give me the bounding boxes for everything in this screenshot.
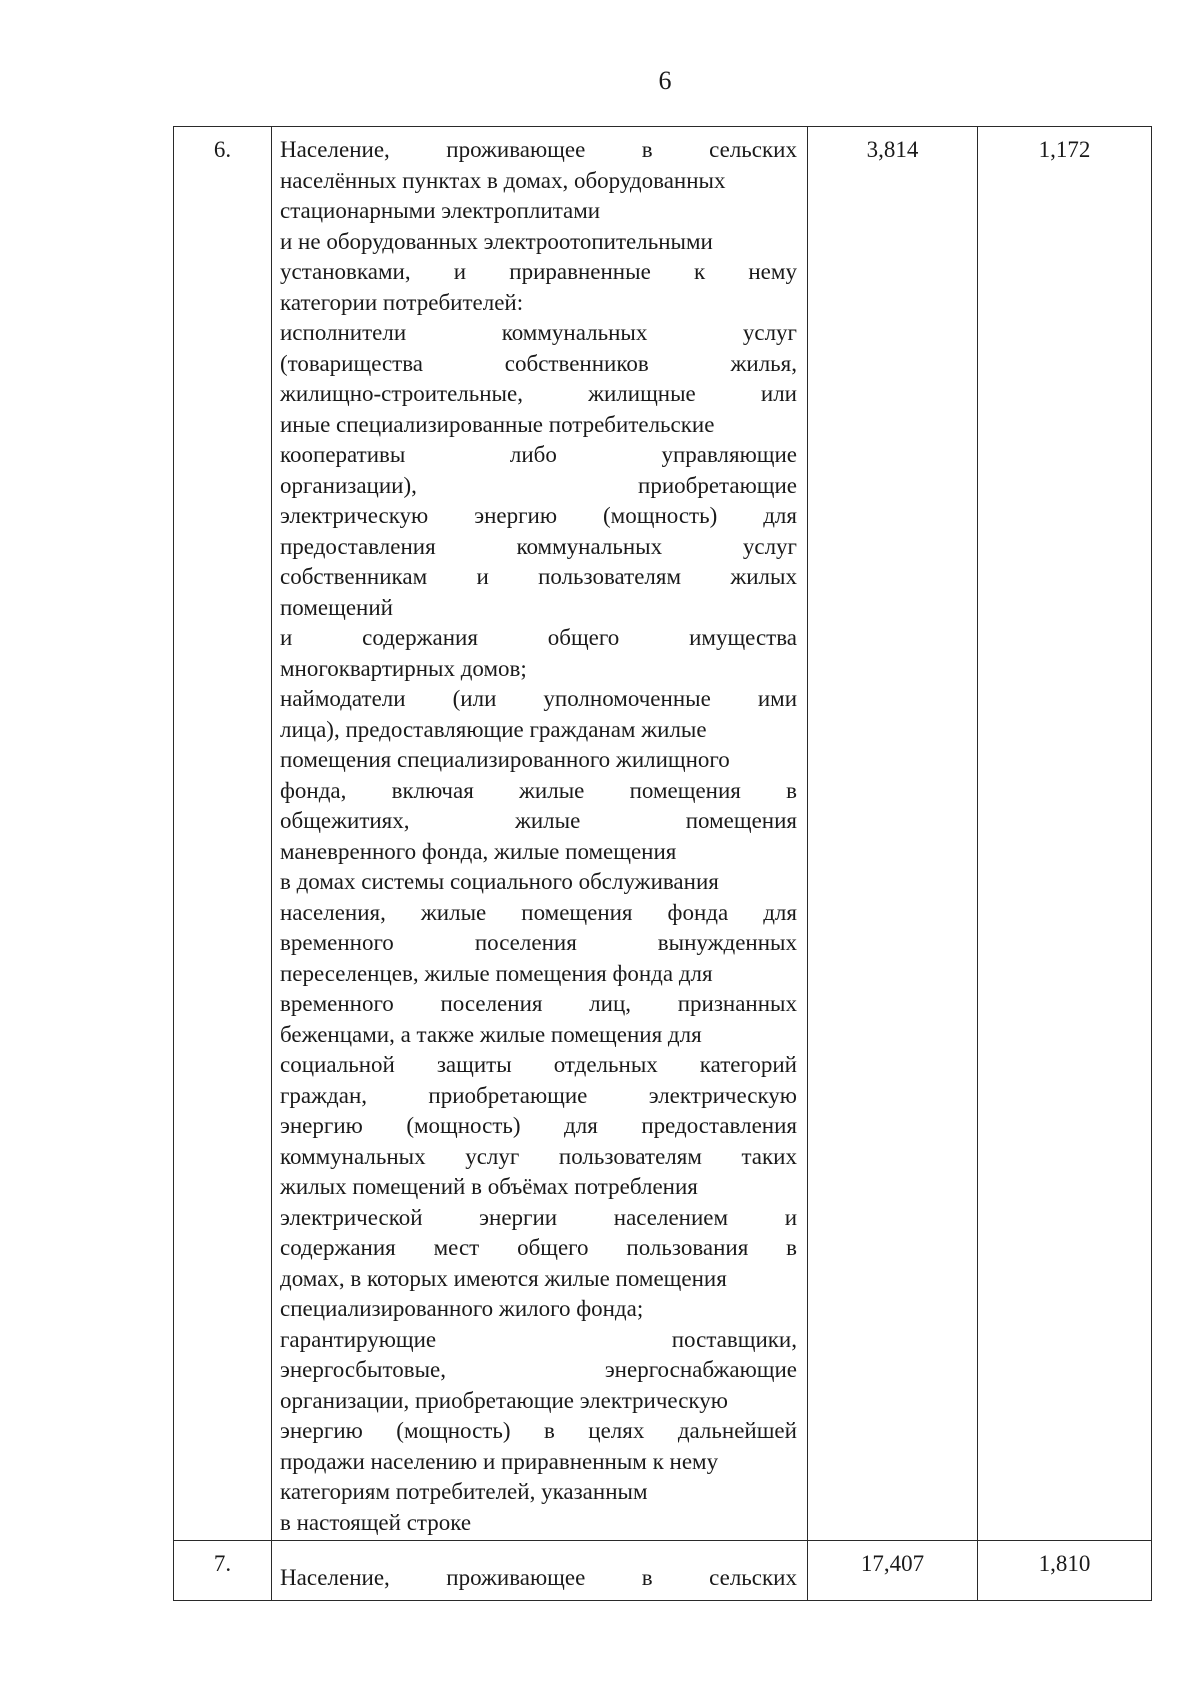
text-line — [280, 471, 797, 502]
word: энергию — [280, 1113, 363, 1138]
word: или — [760, 381, 797, 406]
word: мест — [433, 1235, 480, 1260]
word: поселения — [474, 930, 577, 955]
text-line: домах, в которых имеются жилые помещения — [280, 1265, 727, 1291]
word: установками, — [280, 259, 411, 284]
word: организации), — [280, 472, 417, 498]
word: для — [763, 503, 797, 528]
word: услуг — [742, 533, 797, 559]
text-line — [280, 928, 797, 959]
text-line: стационарными электроплитами — [280, 198, 601, 223]
word: вынужденных — [657, 930, 797, 955]
tariff-table — [173, 126, 1152, 1601]
word: (товарищества — [280, 350, 423, 376]
word: фонда — [667, 899, 729, 925]
text-line — [280, 1416, 797, 1447]
word: услуг — [465, 1143, 520, 1169]
text-line: лица), предоставляющие гражданам жилые — [280, 716, 707, 742]
text-line — [280, 1050, 797, 1081]
word: наймодатели — [280, 686, 406, 711]
text-line — [280, 806, 797, 837]
word: помещения — [521, 899, 633, 925]
word: общего — [517, 1235, 589, 1260]
text-line: категориям потребителей, указанным — [280, 1479, 648, 1504]
word: собственников — [504, 350, 649, 376]
text-line: населённых пунктах в домах, оборудованных — [280, 167, 726, 193]
word: дальнейшей — [677, 1418, 797, 1443]
word: поселения — [440, 991, 543, 1016]
word: (мощность) — [603, 503, 718, 528]
word: приобретающие — [428, 1082, 588, 1108]
word: пользователям — [558, 1143, 702, 1169]
text-line — [280, 135, 797, 166]
text-line: беженцами, а также жилые помещения для — [280, 1021, 702, 1047]
row-number: 7. — [174, 1541, 272, 1601]
word: содержания — [280, 1235, 396, 1260]
consumer-category-description — [272, 1541, 808, 1601]
text-line — [280, 349, 797, 380]
word: жилые — [514, 808, 581, 833]
text-line — [280, 257, 797, 288]
word: энергию — [474, 503, 558, 528]
text-line: иные специализированные потребительские — [280, 411, 715, 437]
word: населением — [613, 1204, 729, 1230]
word: в — [786, 1235, 797, 1260]
word: предоставления — [280, 533, 436, 559]
word: помещения — [685, 808, 797, 833]
value-cell-1: 3,814 — [808, 127, 978, 1541]
word: категорий — [699, 1052, 797, 1077]
text-line: жилых помещений в объёмах потребления — [280, 1174, 698, 1199]
row-number: 6. — [174, 127, 272, 1541]
text-line: переселенцев, жилые помещения фонда для — [280, 960, 713, 986]
consumer-category-description — [272, 127, 808, 1541]
word: и — [280, 625, 293, 650]
word: нему — [748, 259, 797, 284]
text-line — [280, 776, 797, 807]
word: временного — [280, 991, 394, 1016]
text-line: в настоящей строке — [280, 1509, 472, 1535]
text-line — [280, 1081, 797, 1112]
text-line — [280, 501, 797, 532]
word: сельских — [709, 137, 797, 162]
word: кооперативы — [280, 442, 406, 467]
word: электрическую — [280, 503, 429, 528]
word: проживающее — [446, 1565, 586, 1590]
text-line — [280, 989, 797, 1020]
word: имущества — [689, 625, 797, 650]
text-line: специализированного жилого фонда; — [280, 1296, 644, 1321]
word: проживающее — [446, 137, 586, 162]
word: жилищные — [588, 381, 696, 406]
text-line: категории потребителей: — [280, 289, 524, 315]
word: социальной — [280, 1052, 395, 1077]
word: уполномоченные — [543, 686, 711, 711]
text-line: помещений — [280, 594, 393, 620]
word: фонда, — [280, 777, 347, 803]
text-line — [280, 898, 797, 929]
word: управляющие — [661, 442, 797, 467]
word: коммунальных — [501, 320, 648, 345]
word: исполнители — [280, 320, 407, 345]
word: признанных — [677, 991, 797, 1016]
text-line — [280, 379, 797, 410]
text-line: организации, приобретающие электрическую — [280, 1387, 728, 1413]
word: жилые — [420, 899, 487, 925]
page-number: 6 — [658, 66, 672, 95]
word: жилищно-строительные, — [280, 381, 523, 406]
word: энергии — [479, 1204, 558, 1230]
word: к — [693, 259, 706, 284]
word: электрическую — [648, 1082, 797, 1108]
value-cell-2: 1,172 — [978, 127, 1152, 1541]
word: защиты — [436, 1052, 512, 1077]
word: Население, — [280, 1565, 390, 1590]
word: услуг — [742, 320, 797, 345]
text-line — [280, 1233, 797, 1264]
word: предоставления — [641, 1113, 797, 1138]
value-cell-1: 17,407 — [808, 1541, 978, 1601]
text-line — [280, 532, 797, 563]
word: энергию — [280, 1418, 363, 1443]
word: помещения — [629, 777, 741, 803]
word: целях — [588, 1418, 645, 1443]
text-line: маневренного фонда, жилые помещения — [280, 838, 677, 864]
text-line — [280, 1111, 797, 1142]
value-cell-2: 1,810 — [978, 1541, 1152, 1601]
word: энергосбытовые, — [280, 1357, 446, 1382]
word: для — [763, 899, 797, 925]
text-line — [280, 562, 797, 593]
word: граждан, — [280, 1082, 368, 1108]
word: (или — [452, 686, 497, 711]
word: лиц, — [589, 991, 632, 1016]
word: и — [453, 259, 467, 284]
text-line: продажи населению и приравненным к нему — [280, 1448, 719, 1474]
word: гарантирующие — [280, 1326, 437, 1352]
table-row — [174, 127, 1152, 1541]
table-row — [174, 1541, 1152, 1601]
word: собственникам — [280, 564, 428, 589]
word: пользования — [626, 1235, 749, 1260]
word: поставщики, — [671, 1326, 797, 1352]
word: либо — [509, 442, 557, 467]
text-line — [280, 684, 797, 715]
text-line — [280, 1355, 797, 1386]
word: в — [641, 137, 653, 162]
word: электрической — [280, 1204, 423, 1230]
text-line — [280, 1203, 797, 1234]
word: и — [476, 564, 489, 589]
word: временного — [280, 930, 394, 955]
word: общего — [547, 625, 620, 650]
word: общежитиях, — [280, 808, 410, 833]
word: включая — [391, 777, 474, 803]
word: в — [786, 777, 797, 803]
word: Население, — [280, 137, 390, 162]
word: энергоснабжающие — [604, 1357, 797, 1382]
word: жилья, — [730, 350, 797, 376]
word: приобретающие — [638, 472, 797, 498]
word: для — [564, 1113, 598, 1138]
text-line — [280, 1563, 797, 1594]
text-line: в домах системы социального обслуживания — [280, 869, 719, 894]
word: и — [784, 1204, 797, 1230]
text-line — [280, 623, 797, 654]
text-line — [280, 440, 797, 471]
word: коммунальных — [280, 1143, 426, 1169]
text-line: и не оборудованных электроотопительными — [280, 228, 713, 254]
word: (мощность) — [396, 1418, 511, 1443]
word: приравненные — [509, 259, 651, 284]
text-line — [280, 318, 797, 349]
word: жилые — [519, 777, 585, 803]
word: сельских — [709, 1565, 797, 1590]
word: населения, — [280, 899, 386, 925]
word: (мощность) — [406, 1113, 521, 1138]
text-line — [280, 1325, 797, 1356]
text-line: помещения специализированного жилищного — [280, 747, 730, 772]
word: жилых — [730, 564, 797, 589]
text-line: многоквартирных домов; — [280, 655, 527, 681]
text-line — [280, 1142, 797, 1173]
word: таких — [741, 1143, 797, 1169]
word: пользователям — [538, 564, 682, 589]
word: в — [641, 1565, 653, 1590]
word: содержания — [362, 625, 478, 650]
word: коммунальных — [516, 533, 663, 559]
word: в — [543, 1418, 555, 1443]
word: ими — [757, 686, 797, 711]
word: отдельных — [553, 1052, 658, 1077]
